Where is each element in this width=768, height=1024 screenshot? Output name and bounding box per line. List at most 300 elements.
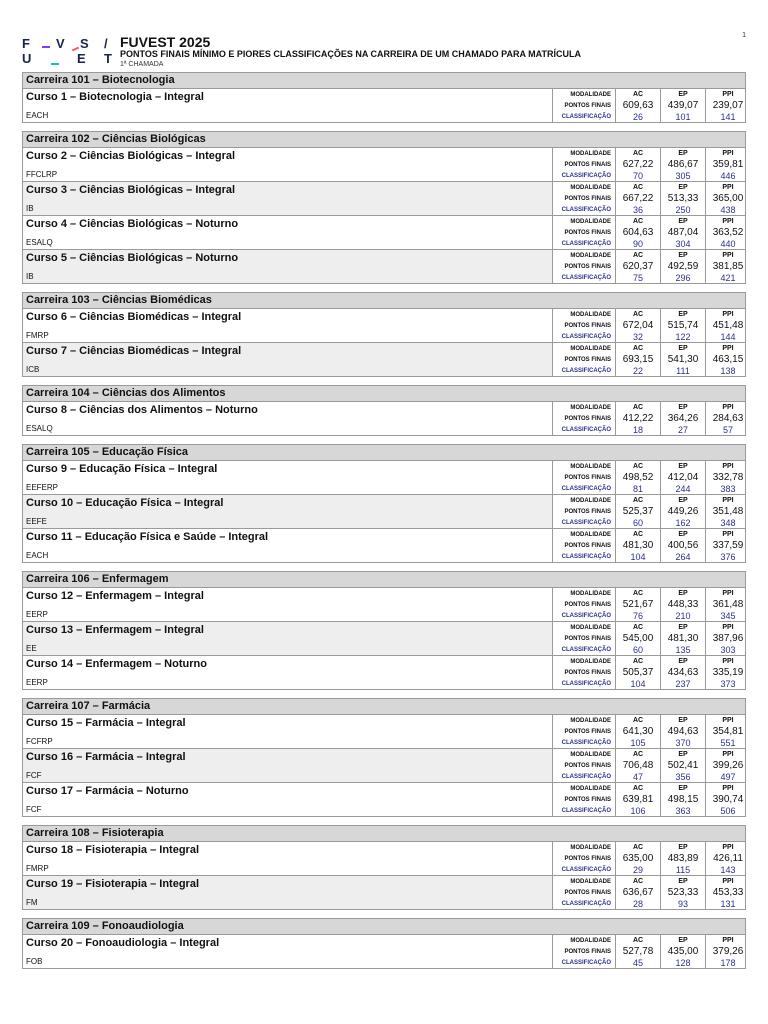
curso-stats <box>552 309 746 342</box>
ppi-score: 463,15 <box>712 354 744 365</box>
classificacao-label: CLASSIFICAÇÃO <box>561 960 611 966</box>
ep-score: 523,33 <box>667 887 699 898</box>
modalidade-label: MODALIDADE <box>570 532 611 538</box>
curso-stats <box>552 715 746 748</box>
call-label: 1ª CHAMADA <box>120 61 164 68</box>
ep-rank: 244 <box>675 484 691 494</box>
ac-score: 706,48 <box>622 760 654 771</box>
ac-header: AC <box>632 91 644 98</box>
ppi-score: 426,11 <box>713 853 743 864</box>
ep-header: EP <box>678 937 688 944</box>
ep-rank: 370 <box>675 738 691 748</box>
ac-score: 627,22 <box>622 159 654 170</box>
ppi-rank: 57 <box>722 425 733 435</box>
ppi-rank: 303 <box>720 645 736 655</box>
ep-header: EP <box>678 252 688 259</box>
ep-column <box>660 148 705 181</box>
ep-header: EP <box>678 218 688 225</box>
ep-column <box>660 783 705 816</box>
carreira-section <box>22 571 746 690</box>
ppi-score: 363,52 <box>712 227 744 238</box>
ppi-rank: 373 <box>720 679 736 689</box>
ep-score: 449,26 <box>667 506 699 517</box>
ac-rank: 90 <box>632 239 643 249</box>
curso-row <box>22 842 746 876</box>
carreira-section <box>22 825 746 910</box>
ppi-rank: 551 <box>720 738 736 748</box>
ep-rank: 296 <box>675 273 691 283</box>
ac-column <box>615 842 660 875</box>
ep-score: 434,63 <box>667 667 699 678</box>
ep-header: EP <box>678 311 688 318</box>
curso-name: Curso 3 – Ciências Biológicas – Integral <box>26 184 236 196</box>
ac-rank: 28 <box>632 899 643 909</box>
curso-name: Curso 4 – Ciências Biológicas – Noturno <box>26 218 239 230</box>
modalidade-label: MODALIDADE <box>570 659 611 665</box>
carreira-section <box>22 918 746 969</box>
curso-row <box>22 495 746 529</box>
ac-score: 545,00 <box>622 633 654 644</box>
modalidade-label: MODALIDADE <box>570 253 611 259</box>
ac-score: 521,67 <box>622 599 654 610</box>
ppi-header: PPI <box>722 150 734 157</box>
carreira-header: Carreira 105 – Educação Física <box>22 444 746 461</box>
classificacao-label: CLASSIFICAÇÃO <box>561 681 611 687</box>
curso-name: Curso 15 – Farmácia – Integral <box>26 717 186 729</box>
curso-stats <box>552 461 746 494</box>
ac-rank: 36 <box>632 205 643 215</box>
ep-column <box>660 715 705 748</box>
ac-rank: 75 <box>632 273 643 283</box>
ppi-rank: 178 <box>720 958 736 968</box>
pontos-label: PONTOS FINAIS <box>564 196 611 202</box>
ac-score: 620,37 <box>622 261 654 272</box>
ppi-score: 379,26 <box>712 946 744 957</box>
carreira-header: Carreira 109 – Fonoaudiologia <box>22 918 746 935</box>
ep-header: EP <box>678 497 688 504</box>
curso-unit: IB <box>26 272 34 281</box>
ac-column <box>615 461 660 494</box>
ep-score: 439,07 <box>667 100 699 111</box>
curso-name: Curso 16 – Farmácia – Integral <box>26 751 186 763</box>
ac-score: 667,22 <box>622 193 654 204</box>
curso-unit: FFCLRP <box>26 170 58 179</box>
pontos-label: PONTOS FINAIS <box>564 323 611 329</box>
pontos-label: PONTOS FINAIS <box>564 797 611 803</box>
curso-name: Curso 2 – Ciências Biológicas – Integral <box>26 150 236 162</box>
ac-header: AC <box>632 184 644 191</box>
ac-score: 672,04 <box>622 320 654 331</box>
curso-stats <box>552 842 746 875</box>
classificacao-label: CLASSIFICAÇÃO <box>561 647 611 653</box>
ac-header: AC <box>632 844 644 851</box>
ac-header: AC <box>632 404 644 411</box>
pontos-label: PONTOS FINAIS <box>564 357 611 363</box>
ppi-rank: 138 <box>720 366 736 376</box>
ep-rank: 115 <box>675 865 691 875</box>
curso-row <box>22 402 746 436</box>
curso-row <box>22 622 746 656</box>
ppi-rank: 131 <box>720 899 736 909</box>
curso-stats <box>552 402 746 435</box>
curso-unit: EACH <box>26 551 49 560</box>
ac-column <box>615 783 660 816</box>
curso-unit: ESALQ <box>26 424 53 433</box>
ep-header: EP <box>678 345 688 352</box>
curso-stats <box>552 588 746 621</box>
ppi-score: 284,63 <box>712 413 744 424</box>
modalidade-label: MODALIDADE <box>570 312 611 318</box>
ac-column <box>615 89 660 122</box>
ppi-score: 351,48 <box>712 506 744 517</box>
curso-row <box>22 588 746 622</box>
ac-rank: 47 <box>632 772 643 782</box>
ep-score: 513,33 <box>667 193 699 204</box>
curso-stats <box>552 250 746 283</box>
curso-name: Curso 5 – Ciências Biológicas – Noturno <box>26 252 239 264</box>
curso-stats <box>552 495 746 528</box>
curso-unit: FMRP <box>26 331 49 340</box>
classificacao-label: CLASSIFICAÇÃO <box>561 275 611 281</box>
ppi-score: 239,07 <box>712 100 744 111</box>
ppi-column <box>705 182 746 215</box>
ep-header: EP <box>678 751 688 758</box>
ppi-score: 354,81 <box>712 726 744 737</box>
pontos-label: PONTOS FINAIS <box>564 763 611 769</box>
curso-stats <box>552 148 746 181</box>
classificacao-label: CLASSIFICAÇÃO <box>561 173 611 179</box>
curso-unit: FCFRP <box>26 737 53 746</box>
curso-name: Curso 10 – Educação Física – Integral <box>26 497 224 509</box>
ep-score: 481,30 <box>667 633 699 644</box>
ac-header: AC <box>632 345 644 352</box>
ac-header: AC <box>632 878 644 885</box>
curso-stats <box>552 216 746 249</box>
ppi-rank: 497 <box>720 772 736 782</box>
ppi-header: PPI <box>722 311 734 318</box>
ppi-rank: 438 <box>720 205 736 215</box>
ppi-column <box>705 529 746 562</box>
ep-rank: 128 <box>675 958 691 968</box>
carreira-header: Carreira 108 – Fisioterapia <box>22 825 746 842</box>
ac-rank: 29 <box>632 865 643 875</box>
curso-row <box>22 343 746 377</box>
ep-header: EP <box>678 184 688 191</box>
classificacao-label: CLASSIFICAÇÃO <box>561 207 611 213</box>
classificacao-label: CLASSIFICAÇÃO <box>561 241 611 247</box>
ppi-header: PPI <box>722 717 734 724</box>
ep-column <box>660 182 705 215</box>
curso-name: Curso 9 – Educação Física – Integral <box>26 463 218 475</box>
ac-column <box>615 715 660 748</box>
ep-score: 483,89 <box>667 853 699 864</box>
ppi-column <box>705 622 746 655</box>
ppi-rank: 348 <box>720 518 736 528</box>
modalidade-label: MODALIDADE <box>570 185 611 191</box>
ac-score: 412,22 <box>622 413 654 424</box>
ac-header: AC <box>632 252 644 259</box>
ep-column <box>660 749 705 782</box>
ac-score: 604,63 <box>622 227 654 238</box>
curso-unit: FM <box>26 898 38 907</box>
ac-header: AC <box>632 463 644 470</box>
ppi-header: PPI <box>722 252 734 259</box>
ep-score: 502,41 <box>667 760 699 771</box>
classificacao-label: CLASSIFICAÇÃO <box>561 520 611 526</box>
ep-header: EP <box>678 590 688 597</box>
carreira-header: Carreira 107 – Farmácia <box>22 698 746 715</box>
ppi-column <box>705 495 746 528</box>
curso-unit: EACH <box>26 111 49 120</box>
ppi-header: PPI <box>722 658 734 665</box>
ac-column <box>615 529 660 562</box>
ac-score: 525,37 <box>622 506 654 517</box>
curso-unit: EE <box>26 644 37 653</box>
curso-unit: EEFERP <box>26 483 59 492</box>
ppi-header: PPI <box>722 624 734 631</box>
ppi-column <box>705 461 746 494</box>
classificacao-label: CLASSIFICAÇÃO <box>561 901 611 907</box>
ppi-column <box>705 588 746 621</box>
ppi-rank: 421 <box>720 273 736 283</box>
curso-name: Curso 6 – Ciências Biomédicas – Integral <box>26 311 242 323</box>
ac-header: AC <box>632 218 644 225</box>
ep-column <box>660 588 705 621</box>
ac-column <box>615 588 660 621</box>
modalidade-label: MODALIDADE <box>570 219 611 225</box>
carreira-header: Carreira 102 – Ciências Biológicas <box>22 131 746 148</box>
ppi-score: 365,00 <box>712 193 744 204</box>
ppi-column <box>705 876 746 909</box>
ac-column <box>615 250 660 283</box>
ep-rank: 101 <box>675 112 691 122</box>
ep-score: 494,63 <box>667 726 699 737</box>
modalidade-label: MODALIDADE <box>570 786 611 792</box>
curso-unit: FCF <box>26 771 42 780</box>
ac-score: 505,37 <box>622 667 654 678</box>
ac-score: 609,63 <box>622 100 654 111</box>
classificacao-label: CLASSIFICAÇÃO <box>561 808 611 814</box>
curso-stats <box>552 876 746 909</box>
ppi-score: 335,19 <box>712 667 744 678</box>
pontos-label: PONTOS FINAIS <box>564 509 611 515</box>
ppi-score: 451,48 <box>712 320 744 331</box>
ppi-header: PPI <box>722 404 734 411</box>
modalidade-label: MODALIDADE <box>570 718 611 724</box>
ac-column <box>615 309 660 342</box>
ppi-score: 390,74 <box>712 794 744 805</box>
ppi-header: PPI <box>722 844 734 851</box>
ppi-rank: 376 <box>720 552 736 562</box>
curso-name: Curso 13 – Enfermagem – Integral <box>26 624 204 636</box>
carreira-section <box>22 698 746 817</box>
ep-rank: 264 <box>675 552 691 562</box>
curso-stats <box>552 529 746 562</box>
pontos-label: PONTOS FINAIS <box>564 162 611 168</box>
curso-unit: FMRP <box>26 864 49 873</box>
ac-column <box>615 622 660 655</box>
curso-stats <box>552 622 746 655</box>
classificacao-label: CLASSIFICAÇÃO <box>561 613 611 619</box>
ep-header: EP <box>678 531 688 538</box>
ac-header: AC <box>632 624 644 631</box>
ppi-column <box>705 216 746 249</box>
ppi-header: PPI <box>722 497 734 504</box>
ac-header: AC <box>632 311 644 318</box>
ep-score: 492,59 <box>667 261 699 272</box>
ac-column <box>615 216 660 249</box>
ep-rank: 93 <box>677 899 688 909</box>
ac-score: 639,81 <box>622 794 654 805</box>
ep-header: EP <box>678 624 688 631</box>
ac-header: AC <box>632 751 644 758</box>
ep-rank: 356 <box>675 772 691 782</box>
ep-column <box>660 402 705 435</box>
classificacao-label: CLASSIFICAÇÃO <box>561 368 611 374</box>
fuvest-logo: F V S / U E T <box>22 36 112 66</box>
ep-column <box>660 216 705 249</box>
ppi-header: PPI <box>722 218 734 225</box>
ppi-score: 337,59 <box>712 540 744 551</box>
classificacao-label: CLASSIFICAÇÃO <box>561 554 611 560</box>
curso-unit: EERP <box>26 610 48 619</box>
curso-row <box>22 876 746 910</box>
ppi-column <box>705 250 746 283</box>
ep-rank: 304 <box>675 239 691 249</box>
curso-unit: FOB <box>26 957 43 966</box>
carreira-section <box>22 385 746 436</box>
ppi-score: 399,26 <box>712 760 744 771</box>
curso-row <box>22 182 746 216</box>
ac-rank: 104 <box>630 552 646 562</box>
pontos-label: PONTOS FINAIS <box>564 602 611 608</box>
ep-column <box>660 935 705 968</box>
ppi-column <box>705 343 746 376</box>
pontos-label: PONTOS FINAIS <box>564 670 611 676</box>
ppi-column <box>705 402 746 435</box>
ac-score: 498,52 <box>622 472 654 483</box>
ac-column <box>615 495 660 528</box>
ep-rank: 27 <box>677 425 688 435</box>
ppi-rank: 144 <box>720 332 736 342</box>
curso-stats <box>552 343 746 376</box>
curso-name: Curso 14 – Enfermagem – Noturno <box>26 658 207 670</box>
ac-column <box>615 182 660 215</box>
pontos-label: PONTOS FINAIS <box>564 636 611 642</box>
ac-header: AC <box>632 150 644 157</box>
carreira-section <box>22 444 746 563</box>
ppi-score: 359,81 <box>712 159 744 170</box>
modalidade-label: MODALIDADE <box>570 92 611 98</box>
ppi-rank: 143 <box>720 865 736 875</box>
ep-rank: 111 <box>676 366 690 376</box>
pontos-label: PONTOS FINAIS <box>564 416 611 422</box>
curso-row <box>22 656 746 690</box>
curso-row <box>22 749 746 783</box>
curso-unit: ESALQ <box>26 238 53 247</box>
carreira-header: Carreira 104 – Ciências dos Alimentos <box>22 385 746 402</box>
modalidade-label: MODALIDADE <box>570 405 611 411</box>
pontos-label: PONTOS FINAIS <box>564 856 611 862</box>
ep-column <box>660 876 705 909</box>
curso-unit: FCF <box>26 805 42 814</box>
ac-rank: 81 <box>632 484 643 494</box>
carreira-section <box>22 292 746 377</box>
ep-column <box>660 309 705 342</box>
modalidade-label: MODALIDADE <box>570 346 611 352</box>
ppi-header: PPI <box>722 531 734 538</box>
curso-row <box>22 309 746 343</box>
ac-score: 693,15 <box>622 354 654 365</box>
ep-score: 435,00 <box>667 946 699 957</box>
ppi-header: PPI <box>722 878 734 885</box>
classificacao-label: CLASSIFICAÇÃO <box>561 114 611 120</box>
ac-header: AC <box>632 658 644 665</box>
ep-score: 364,26 <box>667 413 699 424</box>
ep-score: 486,67 <box>667 159 699 170</box>
curso-row <box>22 529 746 563</box>
ep-score: 487,04 <box>667 227 699 238</box>
ep-column <box>660 461 705 494</box>
ac-rank: 76 <box>632 611 643 621</box>
ac-rank: 18 <box>632 425 643 435</box>
ep-header: EP <box>678 404 688 411</box>
ppi-score: 381,85 <box>712 261 744 272</box>
ep-score: 515,74 <box>667 320 699 331</box>
ac-rank: 45 <box>632 958 643 968</box>
ppi-score: 453,33 <box>712 887 744 898</box>
ac-header: AC <box>632 497 644 504</box>
ppi-column <box>705 148 746 181</box>
ppi-header: PPI <box>722 785 734 792</box>
carreira-header: Carreira 106 – Enfermagem <box>22 571 746 588</box>
ppi-header: PPI <box>722 463 734 470</box>
pontos-label: PONTOS FINAIS <box>564 543 611 549</box>
curso-unit: IB <box>26 204 34 213</box>
modalidade-label: MODALIDADE <box>570 498 611 504</box>
classificacao-label: CLASSIFICAÇÃO <box>561 867 611 873</box>
ppi-column <box>705 935 746 968</box>
curso-name: Curso 11 – Educação Física e Saúde – Integral <box>26 531 269 543</box>
curso-stats <box>552 749 746 782</box>
curso-stats <box>552 182 746 215</box>
document-subtitle: PONTOS FINAIS MÍNIMO E PIORES CLASSIFICAÇÕES NA CARREIRA DE UM CHAMADO PARA MATRÍCULA <box>120 49 582 59</box>
ppi-column <box>705 656 746 689</box>
ppi-column <box>705 89 746 122</box>
ac-column <box>615 343 660 376</box>
ep-column <box>660 622 705 655</box>
curso-unit: EERP <box>26 678 48 687</box>
curso-name: Curso 1 – Biotecnologia – Integral <box>26 91 204 103</box>
pontos-label: PONTOS FINAIS <box>564 890 611 896</box>
ep-column <box>660 656 705 689</box>
ppi-score: 387,96 <box>712 633 744 644</box>
ac-rank: 60 <box>632 518 643 528</box>
curso-name: Curso 19 – Fisioterapia – Integral <box>26 878 200 890</box>
curso-name: Curso 18 – Fisioterapia – Integral <box>26 844 200 856</box>
ep-rank: 250 <box>675 205 691 215</box>
ppi-score: 332,78 <box>712 472 744 483</box>
ep-rank: 122 <box>675 332 691 342</box>
pontos-label: PONTOS FINAIS <box>564 264 611 270</box>
curso-row <box>22 783 746 817</box>
ac-score: 527,78 <box>622 946 654 957</box>
pontos-label: PONTOS FINAIS <box>564 103 611 109</box>
ac-rank: 22 <box>632 366 643 376</box>
curso-name: Curso 20 – Fonoaudiologia – Integral <box>26 937 220 949</box>
ep-column <box>660 343 705 376</box>
ep-header: EP <box>678 878 688 885</box>
